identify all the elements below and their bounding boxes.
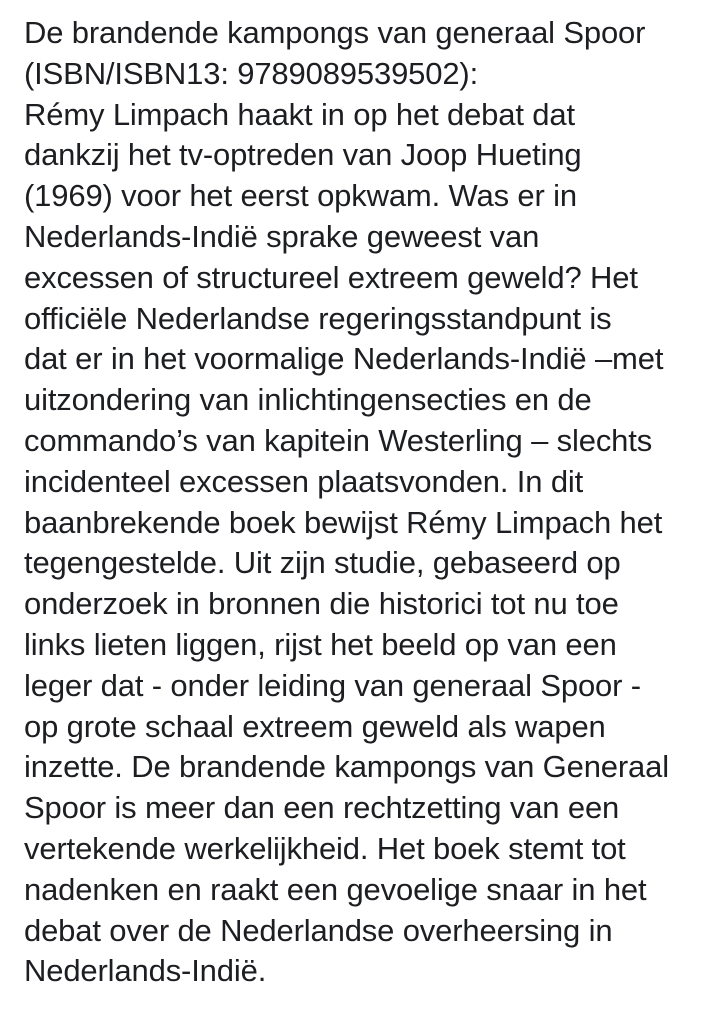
post-body-line: uitzondering van inlichtingensecties en de [24, 382, 592, 418]
post-body-line: nadenken en raakt een gevoelige snaar in het [24, 871, 647, 907]
post-body-line: commando’s van kapitein Westerling – slechts [24, 422, 653, 458]
post-body-line: debat over de Nederlandse overheersing in [24, 912, 613, 948]
post-body-line: (1969) voor het eerst opkwam. Was er in [24, 178, 577, 214]
post-body-line: tegengestelde. Uit zijn studie, gebaseerd op [24, 545, 621, 581]
post-body-line: links lieten liggen, rijst het beeld op van een [24, 626, 617, 662]
post-body-line: inzette. De brandende kampongs van Generaal [24, 749, 669, 785]
post-body-line: leger dat - onder leiding van generaal Spoor - [24, 667, 641, 703]
post-body-line: Nederlands-Indië. [24, 953, 267, 989]
post-body-line: incidenteel excessen plaatsvonden. In dit [24, 463, 584, 499]
post-body-line: op grote schaal extreem geweld als wapen [24, 708, 606, 744]
post-body-line: excessen of structureel extreem geweld? Het [24, 259, 638, 295]
post-body-line: dat er in het voormalige Nederlands-Indië –met [24, 341, 664, 377]
post-body-line: dankzij het tv-optreden van Joop Hueting [24, 137, 582, 173]
post-body-line: vertekende werkelijkheid. Het boek stemt tot [24, 830, 626, 866]
post-body-line: onderzoek in bronnen die historici tot nu toe [24, 586, 619, 622]
post-body-line: officiële Nederlandse regeringsstandpunt is [24, 300, 612, 336]
post-body-line: Spoor is meer dan een rechtzetting van een [24, 790, 620, 826]
post-isbn-line: (ISBN/ISBN13: 9789089539502): [24, 55, 479, 91]
post-body-line: Rémy Limpach haakt in op het debat dat [24, 96, 575, 132]
post-body-line: Nederlands-Indië sprake geweest van [24, 218, 540, 254]
post-body-line: baanbrekende boek bewijst Rémy Limpach het [24, 504, 663, 540]
post-title-line: De brandende kampongs van generaal Spoor [24, 15, 646, 50]
